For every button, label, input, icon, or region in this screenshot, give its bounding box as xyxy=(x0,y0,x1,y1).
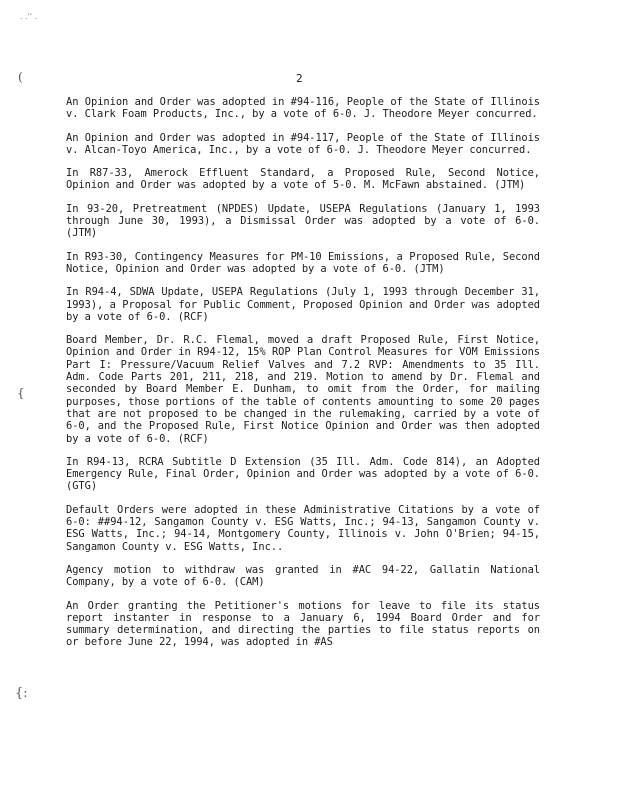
margin-hole-mark: {: xyxy=(15,686,28,701)
paragraph-r94-4: In R94-4, SDWA Update, USEPA Regulations (July 1, 1993 through December 31, 1993), a Proposal for Public Comment, Proposed Opinion and Order was adopted by a vote of 6-0. (RCF) xyxy=(66,286,540,323)
paragraph-93-20: In 93-20, Pretreatment (NPDES) Update, USEPA Regulations (January 1, 1993 through June 30, 1993), a Dismissal Order was adopted by a vote of 6-0. (JTM) xyxy=(66,202,540,240)
paragraph-clark-foam: An Opinion and Order was adopted in #94-116, People of the State of Illinois v. Clark Foam Products, Inc., by a vote of 6-0. J. Theodore Meyer concurred. xyxy=(66,96,540,121)
paragraph-r93-30: In R93-30, Contingency Measures for PM-10 Emissions, a Proposed Rule, Second Notice, Opinion and Order was adopted by a vote of 6-0. (JTM) xyxy=(66,250,540,275)
paragraph-r94-12: Board Member, Dr. R.C. Flemal, moved a draft Proposed Rule, First Notice, Opinion and Order in R94-12, 15% ROP Plan Control Measures for VOM Emissions Part I: Pressure/Vacuum Relief Valves and 7.2 RVP: Amendments to 35 Ill. Adm. Code Parts 201, 211, 218, and 219. Motion to amend by Dr. Flemal and seconded by Board Member E. Dunham, to omit from the Order, for mailing purposes, those portions of the table of contents amounting to some 20 pages that are not proposed to be changed in the rulemaking, carried by a vote of 6-0, and the Proposed Rule, First Notice Opinion and Order was then adopted by a vote of 6-0. (RCF) xyxy=(66,334,540,445)
paragraph-r87-33: In R87-33, Amerock Effluent Standard, a Proposed Rule, Second Notice, Opinion and Order was adopted by a vote of 5-0. M. McFawn abstained. (JTM) xyxy=(66,167,540,192)
page-number: 2 xyxy=(296,72,303,85)
margin-hole-mark: ( xyxy=(18,70,23,84)
paragraph-r94-13: In R94-13, RCRA Subtitle D Extension (35 Ill. Adm. Code 814), an Adopted Emergency Rule, Final Order, Opinion and Order was adopted by a vote of 6-0. (GTG) xyxy=(66,455,540,493)
margin-hole-mark: { xyxy=(17,386,25,400)
document-body xyxy=(66,96,540,660)
paragraph-agency-motion: Agency motion to withdraw was granted in #AC 94-22, Gallatin National Company, by a vote of 6-0. (CAM) xyxy=(66,563,540,589)
paragraph-default-orders: Default Orders were adopted in these Administrative Citations by a vote of 6-0: ##94-12, Sangamon County v. ESG Watts, Inc.; 94-13, Sangamon County v. ESG Watts, Inc.; 94-14, Montgomery County, Illinois v. John O'Brien; 94-15, Sangamon County v. ESG Watts, Inc.. xyxy=(66,503,540,553)
paragraph-status-report-order: An Order granting the Petitioner's motions for leave to file its status report instanter in response to a January 6, 1994 Board Order and for summary determination, and directing the parties to file status reports on or before June 22, 1994, was adopted in #AS xyxy=(66,599,540,649)
scan-speck-marks: . .'' . xyxy=(20,12,38,21)
paragraph-alcan-toyo: An Opinion and Order was adopted in #94-117, People of the State of Illinois v. Alcan-Toyo America, Inc., by a vote of 6-0. J. Theodore Meyer concurred. xyxy=(66,131,540,156)
